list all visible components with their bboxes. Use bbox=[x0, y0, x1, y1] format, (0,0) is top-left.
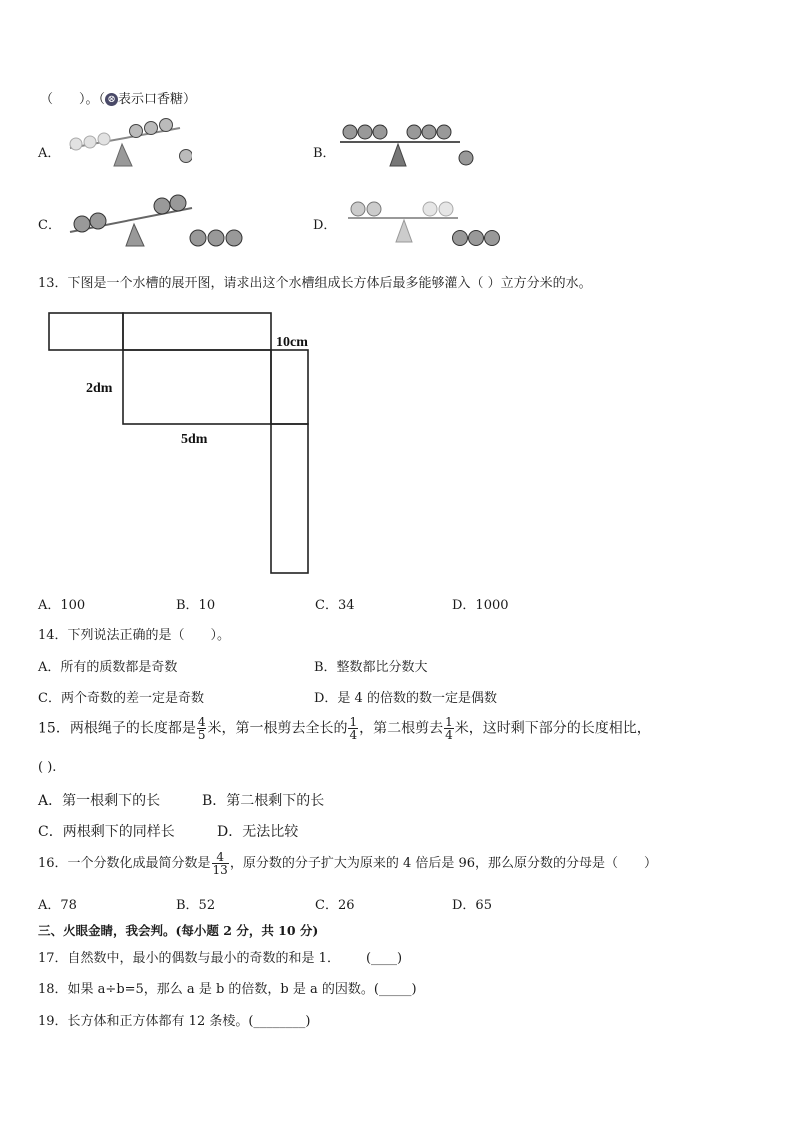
frac-den: 4 bbox=[349, 728, 358, 742]
q17-answer-blank[interactable]: (____) bbox=[365, 951, 403, 966]
q19-statement bbox=[38, 1010, 311, 1029]
q14-option-c[interactable]: C．两个奇数的差一定是奇数 bbox=[38, 691, 204, 706]
q15-part3: ，第二根剪去 bbox=[359, 720, 444, 737]
q12-option-b-label: B． bbox=[313, 146, 336, 161]
frac-num: 1 bbox=[445, 715, 453, 729]
label-10cm: 10cm bbox=[276, 335, 308, 350]
q12-paren-close: ）。（ bbox=[79, 92, 106, 107]
q15-question bbox=[38, 716, 651, 741]
q14-option-d[interactable]: D．是 4 的倍数的数一定是偶数 bbox=[314, 691, 497, 706]
q15-option-c[interactable]: C．两根剩下的同样长 bbox=[38, 824, 175, 840]
fraction-4-13 bbox=[212, 851, 229, 876]
q16-option-c[interactable]: C．26 bbox=[315, 898, 355, 913]
q15-part4: 米，这时剩下部分的长度相比， bbox=[454, 720, 651, 737]
q18-text: 18．如果 a÷b=5，那么 a 是 b 的倍数，b 是 a 的因数。 bbox=[38, 982, 374, 997]
q17-text: 17．自然数中，最小的偶数与最小的奇数的和是 1． bbox=[38, 951, 340, 966]
q15-part2: 米，第一根剪去全长的 bbox=[207, 720, 348, 737]
q15-option-b[interactable]: B．第二根剩下的长 bbox=[202, 793, 325, 809]
section-3-title: 三、火眼金睛，我会判。(每小题 2 分，共 10 分) bbox=[38, 923, 319, 938]
q16-part2: ，原分数的分子扩大为原来的 4 倍后是 96，那么原分数的分母是（ ） bbox=[229, 856, 658, 871]
frac-num: 4 bbox=[197, 715, 206, 729]
frac-den: 5 bbox=[197, 728, 206, 742]
q18-statement bbox=[38, 978, 417, 997]
frac-num: 4 bbox=[212, 851, 229, 864]
q19-answer-blank[interactable]: (________) bbox=[248, 1014, 311, 1029]
q13-option-b[interactable]: B．10 bbox=[176, 598, 216, 613]
q13-option-d[interactable]: D．1000 bbox=[452, 598, 509, 613]
label-5dm: 5dm bbox=[181, 432, 208, 447]
q12-intro-tail: 表示口香糖） bbox=[118, 92, 197, 107]
q12-option-d-label: D． bbox=[313, 218, 337, 233]
balance-b-icon bbox=[336, 118, 478, 172]
balance-c-icon bbox=[66, 188, 246, 250]
frac-den: 13 bbox=[212, 863, 228, 877]
q12-option-a-label: A． bbox=[38, 146, 61, 161]
q15-line2: ( ). bbox=[38, 760, 57, 775]
q18-answer-blank[interactable]: (_____) bbox=[373, 982, 417, 997]
fraction-1-4-a bbox=[348, 716, 358, 741]
q13-question: 13．下图是一个水槽的展开图，请求出这个水槽组成长方体后最多能够灌入（ ）立方分米的水。 bbox=[38, 276, 592, 291]
frac-num: 1 bbox=[349, 715, 358, 729]
balance-d-icon bbox=[346, 196, 506, 252]
fraction-1-4-b bbox=[444, 716, 454, 741]
q12-paren-open: （ bbox=[40, 92, 54, 107]
q16-question bbox=[38, 851, 657, 876]
gum-legend-icon: ⊗ bbox=[105, 93, 118, 106]
q12-intro bbox=[40, 88, 196, 107]
q14-question: 14．下列说法正确的是（ ）。 bbox=[38, 628, 231, 643]
q17-statement bbox=[38, 947, 402, 966]
q15-option-a[interactable]: A．第一根剩下的长 bbox=[38, 793, 161, 809]
label-2dm: 2dm bbox=[86, 381, 113, 396]
q13-option-a[interactable]: A．100 bbox=[38, 598, 86, 613]
q14-option-b[interactable]: B．整数都比分数大 bbox=[314, 660, 428, 675]
q13-option-c[interactable]: C．34 bbox=[315, 598, 355, 613]
q14-option-a[interactable]: A．所有的质数都是奇数 bbox=[38, 660, 178, 675]
q12-option-c-label: C． bbox=[38, 218, 61, 233]
tank-net-diagram bbox=[40, 306, 340, 581]
q16-part1: 16．一个分数化成最简分数是 bbox=[38, 856, 211, 871]
q19-text: 19．长方体和正方体都有 12 条棱。 bbox=[38, 1014, 249, 1029]
balance-a-icon bbox=[62, 114, 192, 172]
frac-den: 4 bbox=[445, 728, 453, 742]
q16-option-a[interactable]: A．78 bbox=[38, 898, 77, 913]
q15-option-d[interactable]: D．无法比较 bbox=[217, 824, 299, 840]
fraction-4-5 bbox=[197, 716, 207, 741]
q16-option-d[interactable]: D．65 bbox=[452, 898, 492, 913]
q16-option-b[interactable]: B．52 bbox=[176, 898, 216, 913]
q15-part1: 15．两根绳子的长度都是 bbox=[38, 720, 196, 737]
